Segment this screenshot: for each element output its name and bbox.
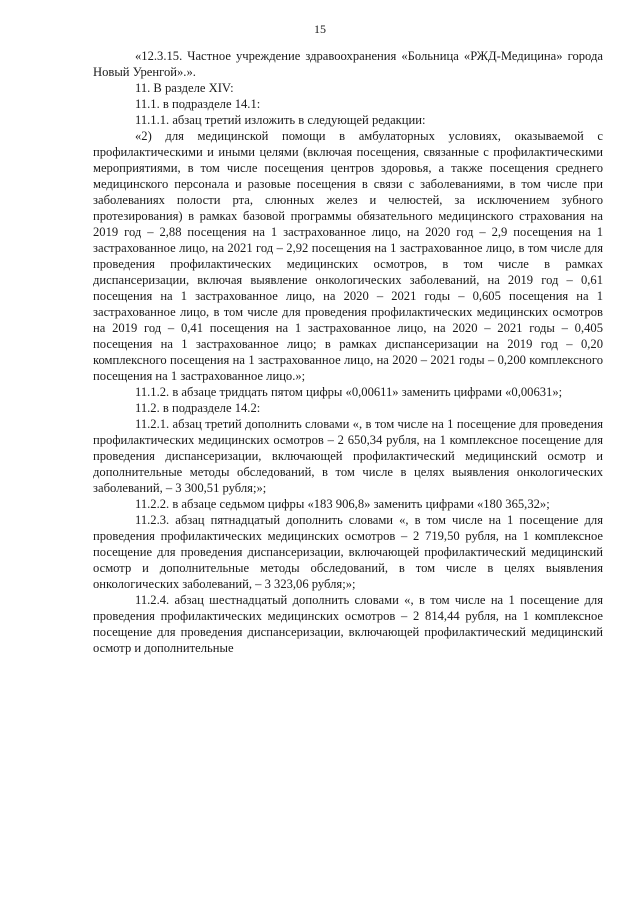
paragraph-11-2-1: 11.2.1. абзац третий дополнить словами «, в том числе на 1 посещение для проведения профилактических медицинских осмотров – 2 650,34 рубля, на 1 комплексное посещение для проведения диспансеризации, включающей профилактический медицинский осмотр и дополнительные методы обследований, в том числе в целях выявления онкологических заболеваний, – 3 300,51 рубля;»; [93,417,603,495]
paragraph-11-2-2: 11.2.2. в абзаце седьмом цифры «183 906,8» заменить цифрами «180 365,32»; [135,497,550,511]
paragraph-11-2-3: 11.2.3. абзац пятнадцатый дополнить словами «, в том числе на 1 посещение для проведения профилактических медицинских осмотров – 2 719,50 рубля, на 1 комплексное посещение для проведения диспансеризации, включающей профилактический медицинский осмотр и дополнительные методы обследований, в том числе в целях выявления онкологических заболеваний, – 3 323,06 рубля;»; [93,513,603,591]
paragraph-11-1: 11.1. в подразделе 14.1: [135,97,261,111]
paragraph-11-1-1: 11.1.1. абзац третий изложить в следующей редакции: [135,113,426,127]
page-number: 15 [314,22,326,36]
document-body [93,48,603,656]
paragraph-11-2: 11.2. в подразделе 14.2: [135,401,261,415]
paragraph-new-wording: «2) для медицинской помощи в амбулаторных условиях, оказываемой с профилактическими и иными целями (включая посещения, связанные с профилактическими мероприятиями, в том числе посещения центров здоровья, а также посещения среднего медицинского персонала и разовые посещения в связи с заболеваниями, в том числе при заболеваниях полости рта, слюнных желез и челюстей, за исключением зубного протезирования) в рамках базовой программы обязательного медицинского страхования на 2019 год – 2,88 посещения на 1 застрахованное лицо, на 2020 год – 2,9 посещения на 1 застрахованное лицо, на 2021 год – 2,92 посещения на 1 застрахованное лицо, в том числе для проведения профилактических медицинских осмотров, в том числе в рамках диспансеризации, включая выявление онкологических заболеваний, на 2019 год – 0,61 посещения на 1 застрахованное лицо, на 2020 – 2021 годы – 0,605 посещения на 1 застрахованное лицо, в том числе для проведения профилактических медицинских осмотров на 2019 год – 0,41 посещения на 1 застрахованное лицо, на 2020 – 2021 годы – 0,405 посещения на 1 застрахованное лицо; в рамках диспансеризации на 2019 год – 0,20 комплексного посещения на 1 застрахованное лицо, на 2020 – 2021 годы – 0,200 комплексного посещения на 1 застрахованное лицо.»; [93,129,603,383]
paragraph-section-xiv: 11. В разделе XIV: [135,81,234,95]
paragraph-12-3-15: «12.3.15. Частное учреждение здравоохранения «Больница «РЖД-Медицина» города Новый Уренгой».». [93,49,603,79]
paragraph-11-2-4: 11.2.4. абзац шестнадцатый дополнить словами «, в том числе на 1 посещение для проведения профилактических медицинских осмотров – 2 814,44 рубля, на 1 комплексное посещение для проведения диспансеризации, включающей профилактический медицинский осмотр и дополнительные [93,593,603,655]
paragraph-11-1-2: 11.1.2. в абзаце тридцать пятом цифры «0,00611» заменить цифрами «0,00631»; [135,385,563,399]
